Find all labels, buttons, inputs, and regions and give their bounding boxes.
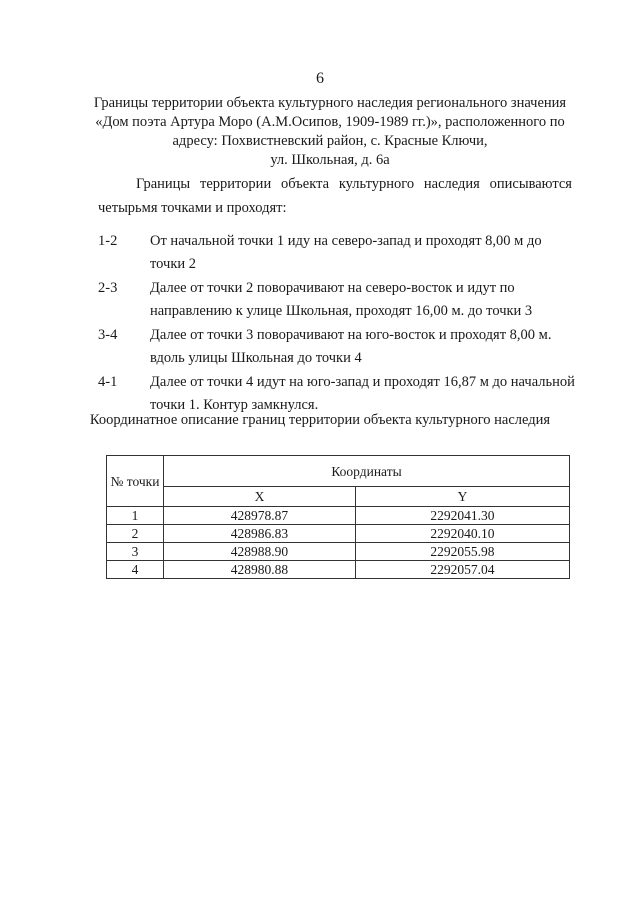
intro-word: культурного — [338, 176, 415, 192]
table-row — [107, 543, 570, 561]
segment-number: 1-2 — [98, 233, 118, 249]
segment-text: Далее от точки 2 поворачивают на северо-восток и идут по направлению к улице Школьная, проходят 16,00 м. до точки 3 — [150, 280, 533, 319]
cell-x: 428986.83 — [164, 525, 356, 543]
document-title — [90, 94, 570, 170]
page-number: 6 — [316, 70, 324, 87]
cell-point: 2 — [107, 525, 164, 543]
title-line: ул. Школьная, д. 6а — [270, 152, 390, 168]
cell-y: 2292057.04 — [355, 561, 569, 579]
title-line: Границы территории объекта культурного наследия регионального значения — [93, 95, 567, 111]
table-header-row — [107, 456, 570, 487]
cell-y: 2292041.30 — [355, 507, 569, 525]
cell-point: 1 — [107, 507, 164, 525]
segment-text: От начальной точки 1 иду на северо-запад и проходят 8,00 м до точки 2 — [150, 233, 542, 272]
coordinates-title: Координатное описание границ территории объекта культурного наследия — [89, 412, 551, 428]
segment-item — [98, 277, 578, 323]
title-line: «Дом поэта Артура Моро (А.М.Осипов, 1909-1989 гг.)», расположенного по — [95, 114, 565, 130]
header-x: X — [164, 487, 356, 507]
header-point-number: № точки — [107, 456, 164, 507]
table-row — [107, 507, 570, 525]
coordinates-table — [106, 455, 570, 579]
header-coordinates: Координаты — [164, 456, 570, 487]
table-row — [107, 561, 570, 579]
cell-x: 428988.90 — [164, 543, 356, 561]
intro-line-2: четырьмя точками и проходят: — [98, 200, 287, 216]
cell-x: 428978.87 — [164, 507, 356, 525]
cell-point: 4 — [107, 561, 164, 579]
intro-word: территории — [200, 176, 272, 192]
intro-word: наследия — [423, 176, 480, 192]
segment-text: Далее от точки 4 идут на юго-запад и проходят 16,87 м до начальной точки 1. Контур замкнулся. — [150, 374, 575, 413]
segment-item — [98, 230, 578, 276]
intro-paragraph — [98, 172, 572, 220]
table-row — [107, 525, 570, 543]
intro-word: Границы — [136, 176, 191, 192]
segment-list — [98, 230, 578, 418]
cell-y: 2292055.98 — [355, 543, 569, 561]
intro-line-1 — [98, 172, 572, 196]
header-y: Y — [355, 487, 569, 507]
segment-number: 2-3 — [98, 280, 118, 296]
segment-item — [98, 371, 578, 417]
cell-x: 428980.88 — [164, 561, 356, 579]
segment-number: 3-4 — [98, 327, 118, 343]
cell-y: 2292040.10 — [355, 525, 569, 543]
segment-text: Далее от точки 3 поворачивают на юго-восток и проходят 8,00 м. вдоль улицы Школьная до точки 4 — [150, 327, 552, 366]
title-line: адресу: Похвистневский район, с. Красные Ключи, — [172, 133, 488, 149]
intro-word: описываются — [489, 176, 572, 192]
segment-number: 4-1 — [98, 374, 118, 390]
table-subheader-row — [107, 487, 570, 507]
intro-word: объекта — [281, 176, 330, 192]
segment-item — [98, 324, 578, 370]
cell-point: 3 — [107, 543, 164, 561]
